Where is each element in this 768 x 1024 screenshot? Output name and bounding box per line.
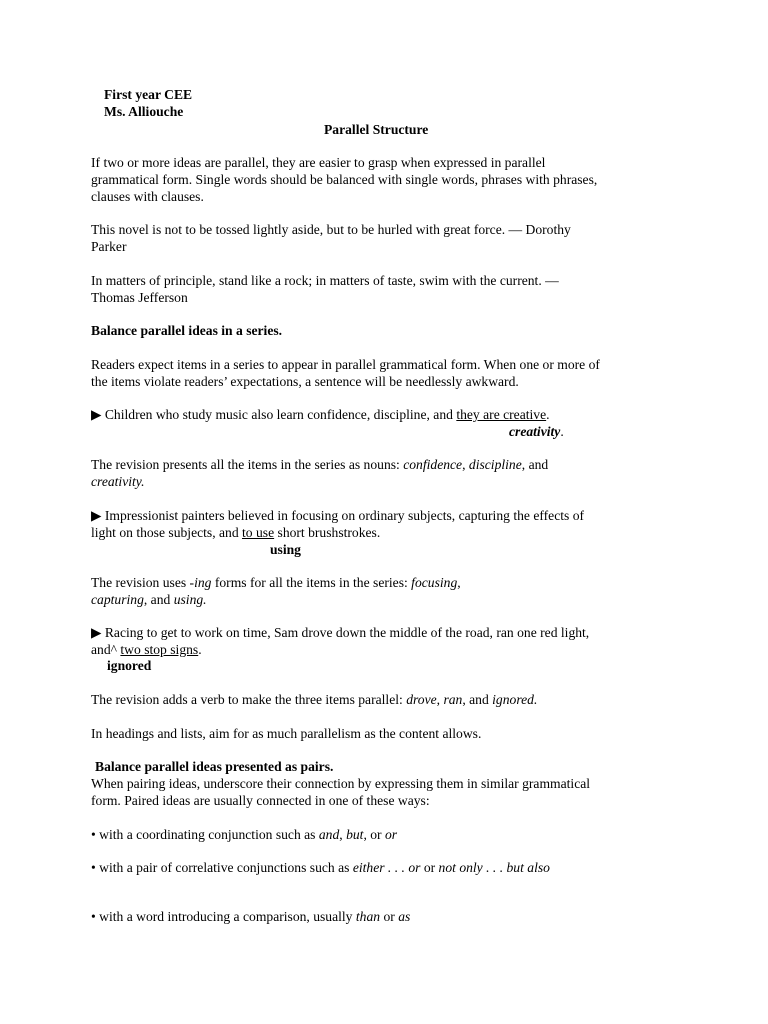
term-capturing: capturing bbox=[91, 592, 144, 607]
pairs-para-line-1: When pairing ideas, underscore their connection by expressing them in similar grammatical bbox=[91, 776, 591, 791]
example-racing-line-1: ▶ Racing to get to work on time, Sam drove down the middle of the road, ran one red light, bbox=[91, 625, 590, 640]
example-music-sentence bbox=[91, 406, 550, 423]
example-racing-line-2 bbox=[91, 641, 202, 658]
quote-parker-line-2: Parker bbox=[91, 239, 127, 254]
revision-ing-sep-1: , bbox=[457, 575, 461, 590]
revision-ing-mid: forms for all the items in the series: bbox=[211, 575, 412, 590]
bullet-comparison-text: • with a word introducing a comparison, usually bbox=[91, 909, 356, 924]
page-title: Parallel Structure bbox=[324, 122, 429, 137]
example-music-period: . bbox=[546, 407, 550, 422]
quote-jefferson-line-2: Thomas Jefferson bbox=[91, 290, 188, 305]
revision-ing-line-2 bbox=[91, 591, 207, 608]
example-music-text: ▶ Children who study music also learn confidence, discipline, and bbox=[91, 407, 457, 422]
term-drove: drove bbox=[406, 692, 437, 707]
revision-ing-sep-2: , and bbox=[143, 592, 174, 607]
example-music-correction bbox=[509, 423, 564, 440]
term-not-only-but-also: not only . . . but also bbox=[438, 860, 550, 875]
quote-parker-line-1: This novel is not to be tossed lightly aside, but to be hurled with great force. — Dorothy bbox=[91, 222, 571, 237]
correction-creativity: creativity bbox=[509, 424, 561, 439]
revision-nouns-line-1 bbox=[91, 456, 548, 473]
bullet-coordinating bbox=[91, 826, 397, 843]
bullet-coordinating-sep-2: , or bbox=[363, 827, 385, 842]
revision-verb-sep-2: , and bbox=[462, 692, 493, 707]
revision-nouns-sep-1: , bbox=[462, 457, 469, 472]
revision-ing-period: . bbox=[203, 592, 207, 607]
example-painters-line-2 bbox=[91, 524, 380, 541]
revision-verb-sep-1: , bbox=[436, 692, 444, 707]
correction-creativity-period: . bbox=[560, 424, 564, 439]
example-painters-end: short brushstrokes. bbox=[274, 525, 381, 540]
series-para-line-2: the items violate readers’ expectations, a sentence will be needlessly awkward. bbox=[91, 374, 519, 389]
bullet-coordinating-sep-1: , bbox=[339, 827, 347, 842]
revision-verb-line bbox=[91, 691, 537, 708]
revision-ing-text: The revision uses bbox=[91, 575, 190, 590]
intro-line-1: If two or more ideas are parallel, they are easier to grasp when expressed in parallel bbox=[91, 155, 546, 170]
term-confidence: confidence bbox=[403, 457, 463, 472]
term-but: but bbox=[346, 827, 364, 842]
term-and: and bbox=[318, 827, 340, 842]
term-discipline: discipline bbox=[468, 457, 522, 472]
revision-verb-period: . bbox=[533, 692, 538, 707]
pairs-para-line-2: form. Paired ideas are usually connected in one of these ways: bbox=[91, 793, 430, 808]
example-racing-text: and^ bbox=[91, 642, 121, 657]
revision-nouns-line-2 bbox=[91, 473, 144, 490]
term-as: as bbox=[398, 909, 411, 924]
term-creativity: creativity bbox=[91, 474, 142, 489]
example-racing-correction: ignored bbox=[107, 658, 152, 673]
example-painters-correction: using bbox=[270, 542, 301, 557]
revision-nouns-text: The revision presents all the items in the series as nouns: bbox=[91, 457, 404, 472]
bullet-comparison-sep: or bbox=[380, 909, 399, 924]
bullet-correlative-sep: or bbox=[420, 860, 439, 875]
term-ignored: ignored bbox=[492, 692, 534, 707]
bullet-comparison bbox=[91, 908, 410, 925]
example-racing-error: two stop signs bbox=[120, 642, 199, 657]
term-focusing: focusing bbox=[411, 575, 458, 590]
term-or: or bbox=[384, 827, 398, 842]
term-using: using bbox=[173, 592, 204, 607]
series-para-line-1: Readers expect items in a series to appear in parallel grammatical form. When one or more of bbox=[91, 357, 600, 372]
example-painters-error: to use bbox=[242, 525, 275, 540]
revision-ing-line-1 bbox=[91, 574, 461, 591]
headings-note: In headings and lists, aim for as much parallelism as the content allows. bbox=[91, 726, 482, 741]
revision-verb-text: The revision adds a verb to make the three items parallel: bbox=[91, 692, 407, 707]
term-ran: ran bbox=[443, 692, 463, 707]
revision-nouns-sep-2: , and bbox=[521, 457, 549, 472]
bullet-correlative-text: • with a pair of correlative conjunctions such as bbox=[91, 860, 353, 875]
example-painters-text: light on those subjects, and bbox=[91, 525, 243, 540]
intro-line-3: clauses with clauses. bbox=[91, 189, 204, 204]
example-music-error: they are creative bbox=[456, 407, 547, 422]
section-heading-pairs: Balance parallel ideas presented as pairs. bbox=[95, 759, 334, 774]
revision-nouns-period: . bbox=[141, 474, 145, 489]
term-either-or: either . . . or bbox=[352, 860, 421, 875]
bullet-correlative bbox=[91, 859, 550, 876]
term-than: than bbox=[355, 909, 381, 924]
intro-line-2: grammatical form. Single words should be balanced with single words, phrases with phrases, bbox=[91, 172, 598, 187]
section-heading-series: Balance parallel ideas in a series. bbox=[91, 323, 283, 338]
term-ing: -ing bbox=[189, 575, 212, 590]
teacher-name: Ms. Alliouche bbox=[104, 104, 184, 119]
example-racing-period: . bbox=[198, 642, 202, 657]
example-painters-line-1: ▶ Impressionist painters believed in focusing on ordinary subjects, capturing the effects of bbox=[91, 508, 585, 523]
course-label: First year CEE bbox=[104, 87, 193, 102]
quote-jefferson-line-1: In matters of principle, stand like a rock; in matters of taste, swim with the current. — bbox=[91, 273, 559, 288]
bullet-coordinating-text: • with a coordinating conjunction such as bbox=[91, 827, 319, 842]
